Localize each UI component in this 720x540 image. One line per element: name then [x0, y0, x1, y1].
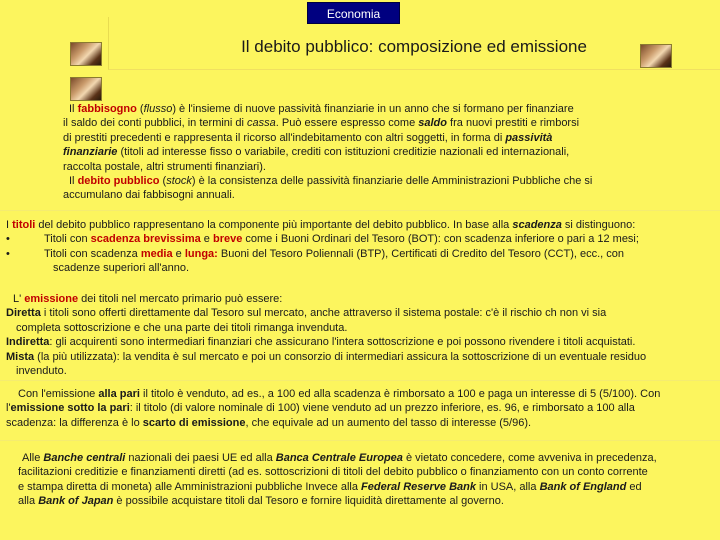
divider	[0, 440, 720, 441]
text-line: finanziarie (titoli ad interesse fisso o variabile, crediti con istituzioni creditizie nazionali ed internazionali,	[63, 146, 570, 159]
titoli-paragraph	[6, 218, 716, 276]
text-line: raccolta postale, altri strumenti finanziari).	[63, 160, 266, 173]
portrait-thumbnail-left	[70, 42, 102, 66]
divider	[0, 380, 720, 381]
text-line: invenduto.	[16, 365, 67, 378]
text-line: accumulano dai fabbisogni annuali.	[63, 189, 235, 202]
text-line: L' emissione dei titoli nel mercato primario può essere:	[13, 293, 283, 305]
banche-centrali-paragraph	[18, 451, 718, 509]
text-line: Mista (la più utilizzata): la vendita è sul mercato e poi un consorzio di intermediari assicura la sottoscrizione di un eventuale residuo	[6, 350, 647, 363]
list-item: • Titoli con scadenza media e lunga: Buoni del Tesoro Poliennali (BTP), Certificati di Credito del Tesoro (CCT), ecc., con	[6, 247, 624, 260]
fabbisogno-paragraph	[63, 102, 713, 203]
text-line: Alle Banche centrali nazionali dei paesi UE ed alla Banca Centrale Europea è vietato concedere, come avveniva in precedenza,	[22, 452, 657, 464]
text-line: completa sottoscrizione e che una parte dei titoli rimanga invenduta.	[16, 321, 348, 334]
portrait-thumbnail-right	[640, 44, 672, 68]
text-line: Diretta i titoli sono offerti direttamente dal Tesoro sul mercato, anche attraverso il sistema postale: c'è il rischio ch non vi sia	[6, 307, 607, 320]
text-line: I titoli del debito pubblico rappresentano la componente più importante del debito pubblico. In base alla scadenza si distinguono:	[6, 219, 636, 231]
text-line: di prestiti precedenti e rappresenta il ricorso all'indebitamento con altri soggetti, in forma di passività	[63, 131, 553, 144]
text-line: il saldo dei conti pubblici, in termini di cassa. Può essere espresso come saldo fra nuovi prestiti e rimborsi	[63, 117, 580, 130]
text-line: Il debito pubblico (stock) è la consistenza delle passività finanziarie delle Amministrazioni Pubbliche che si	[69, 175, 593, 188]
text-line: l'emissione sotto la pari: il titolo (di valore nominale di 100) viene venduto ad un prezzo inferiore, es. 96, e rimborsato a 100 alla	[6, 402, 635, 415]
text-line: scadenza: la differenza è lo scarto di emissione, che equivale ad un aumento del tasso di interesse (5/96).	[6, 416, 532, 429]
text-line: facilitazioni creditizie e finanziamenti diretti (ad es. sottoscrizioni di titoli del debito pubblico o finanziamento con un conto corrente	[18, 466, 648, 479]
section-tab[interactable]: Economia	[307, 2, 400, 24]
text-line: e stampa diretta di moneta) alle Amministrazioni pubbliche Invece alla Federal Reserve Bank in USA, alla Bank of England ed	[18, 480, 642, 493]
text-line: Indiretta: gli acquirenti sono intermediari finanziari che assicurano l'intera sottoscrizione e poi possono rivendere i titoli acquistati.	[6, 336, 636, 349]
emissione-pari-paragraph	[6, 387, 718, 430]
text-line: scadenze superiori all'anno.	[53, 262, 190, 275]
text-line: Con l'emissione alla pari il titolo è venduto, ad es., a 100 ed alla scadenza è rimborsato a 100 e paga un interesse di 5 (5/100). Con	[18, 388, 661, 400]
text-line: alla Bank of Japan è possibile acquistare titoli dal Tesoro e fornire liquidità direttamente al governo.	[18, 495, 504, 508]
list-item: • Titoli con scadenza brevissima e breve come i Buoni Ordinari del Tesoro (BOT): con scadenza inferiore o pari a 12 mesi;	[6, 233, 639, 246]
portrait-thumbnail-small	[70, 77, 102, 101]
emissione-paragraph	[6, 292, 718, 378]
page-title: Il debito pubblico: composizione ed emissione	[241, 37, 587, 56]
text-line: Il fabbisogno (flusso) è l'insieme di nuove passività finanziarie in un anno che si formano per finanziare	[69, 103, 574, 115]
divider	[0, 210, 720, 211]
